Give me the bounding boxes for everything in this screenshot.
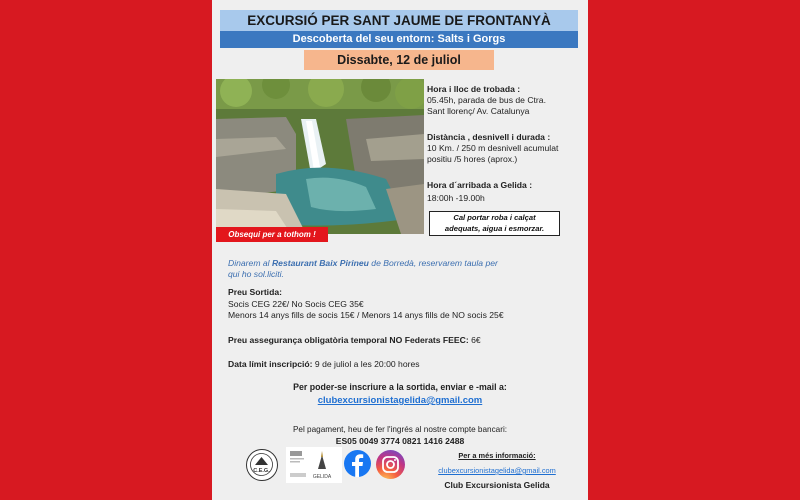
note-line-2: adequats, aigua i esmorzar. — [444, 223, 545, 233]
price-label: Preu Sortida: — [228, 287, 282, 297]
signup-text: Per poder-se inscriure a la sortida, enviar e -mail a: — [293, 382, 507, 392]
note-line-1: Cal portar roba i calçat — [453, 213, 536, 222]
meeting-line-2: Sant llorenç/ Av. Catalunya — [427, 106, 530, 116]
distance-info — [427, 132, 558, 165]
dinner-line-2: qui ho sol.liciti. — [228, 269, 284, 279]
bank-account: ES05 0049 3774 0821 1416 2488 — [335, 436, 465, 446]
dinner-suffix: de Borredà, reservarem taula per — [368, 258, 498, 268]
deadline-info — [228, 359, 420, 371]
instagram-icon[interactable] — [376, 450, 405, 479]
deadline-label: Data límit inscripció: — [228, 359, 313, 369]
distance-line-2: positiu /5 hores (aprox.) — [427, 154, 518, 164]
deadline-value: 9 de juliol a les 20:00 hores — [312, 359, 420, 369]
restaurant-name: Restaurant Baix Pirineu — [271, 258, 369, 268]
gelida-logo — [286, 447, 342, 483]
arrival-info — [427, 180, 532, 204]
poster-title: EXCURSIÓ PER SANT JAUME DE FRONTANYÀ — [220, 10, 578, 31]
distance-label: Distància , desnivell i durada : — [427, 132, 551, 142]
price-line-1: Socis CEG 22€/ No Socis CEG 35€ — [228, 298, 364, 309]
insurance-label: Preu assegurança obligatòria temporal NO Federats FEEC: — [228, 335, 469, 345]
price-line-2: Menors 14 anys fills de socis 15€ / Menors 14 anys fills de NO socis 25€ — [228, 310, 504, 320]
club-name: Club Excursionista Gelida — [444, 480, 550, 490]
more-info-label: Per a més informació: — [458, 451, 536, 460]
payment-text: Pel pagament, heu de fer l'ingrés al nostre compte bancari: — [292, 425, 508, 434]
meeting-info — [427, 84, 546, 117]
excursion-poster — [212, 0, 588, 500]
arrival-value: 18:00h -19.00h — [427, 193, 485, 203]
signup-email-wrap — [212, 395, 588, 406]
gift-badge: Obsequi per a tothom ! — [216, 227, 328, 242]
more-info — [417, 451, 577, 475]
dinner-info — [228, 258, 558, 280]
signup-email-link[interactable]: clubexcursionistagelida@gmail.com — [317, 395, 483, 406]
insurance-value: 6€ — [468, 335, 481, 345]
insurance-info — [228, 335, 481, 347]
waterfall-photo — [216, 79, 424, 234]
more-info-email-link[interactable]: clubexcursionistagelida@gmail.com — [438, 466, 556, 475]
poster-subtitle: Descoberta del seu entorn: Salts i Gorgs — [220, 31, 578, 48]
equipment-note — [429, 211, 560, 236]
excursion-date: Dissabte, 12 de juliol — [304, 50, 494, 70]
arrival-label: Hora d´arribada a Gelida : — [427, 180, 533, 190]
dinner-prefix: Dinarem al — [228, 258, 272, 268]
meeting-label: Hora i lloc de trobada : — [427, 84, 521, 94]
price-info — [228, 287, 504, 322]
facebook-icon[interactable] — [344, 450, 371, 477]
ceg-logo-text: C.E.G. — [253, 468, 270, 474]
meeting-line-1: 05.45h, parada de bus de Ctra. — [427, 95, 546, 105]
distance-line-1: 10 Km. / 250 m desnivell acumulat — [427, 143, 559, 153]
ceg-logo — [246, 449, 278, 481]
gelida-logo-text: GELIDA — [312, 474, 332, 480]
